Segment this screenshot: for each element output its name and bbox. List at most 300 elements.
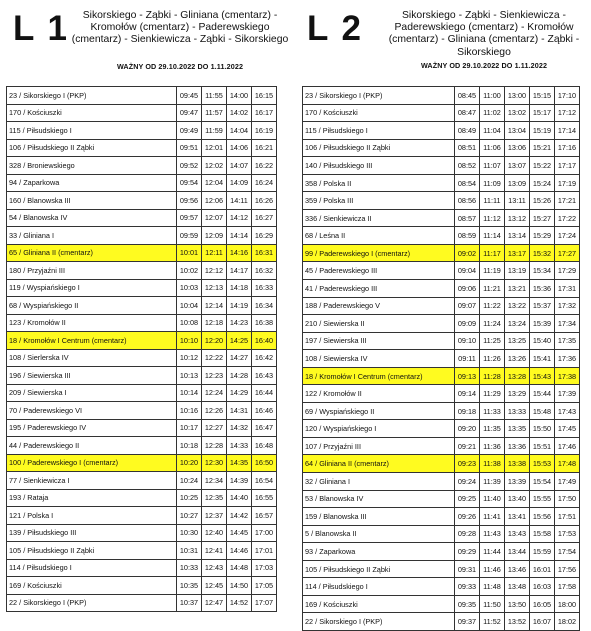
- departure-time-cell: 10:12: [177, 349, 202, 367]
- departure-time-cell: 09:07: [455, 297, 480, 315]
- departure-time-cell: 17:45: [555, 420, 580, 438]
- departure-time-cell: 13:35: [505, 420, 530, 438]
- departure-time-cell: 16:48: [252, 437, 277, 455]
- stop-name-cell: 18 / Kromołów I Centrum (cmentarz): [303, 367, 455, 385]
- departure-time-cell: 10:27: [177, 507, 202, 525]
- departure-time-cell: 16:57: [252, 507, 277, 525]
- stop-name-cell: 22 / Sikorskiego I (PKP): [7, 594, 177, 612]
- table-row: [303, 525, 580, 543]
- departure-time-cell: 11:00: [480, 87, 505, 105]
- departure-time-cell: 11:28: [480, 367, 505, 385]
- departure-time-cell: 10:01: [177, 244, 202, 262]
- table-row-highlighted: [303, 244, 580, 262]
- departure-time-cell: 13:24: [505, 315, 530, 333]
- departure-time-cell: 16:21: [252, 139, 277, 157]
- departure-time-cell: 10:33: [177, 559, 202, 577]
- departure-time-cell: 14:04: [227, 122, 252, 140]
- stop-name-cell: 123 / Kromołów II: [7, 314, 177, 332]
- schedule-table: [6, 86, 277, 612]
- departure-time-cell: 17:36: [555, 350, 580, 368]
- departure-time-cell: 13:29: [505, 385, 530, 403]
- stop-name-cell: 23 / Sikorskiego I (PKP): [303, 87, 455, 105]
- departure-time-cell: 09:51: [177, 139, 202, 157]
- table-row: [303, 543, 580, 561]
- departure-time-cell: 12:26: [202, 402, 227, 420]
- departure-time-cell: 09:13: [455, 367, 480, 385]
- departure-time-cell: 12:06: [202, 192, 227, 210]
- table-row: [303, 157, 580, 175]
- departure-time-cell: 17:14: [555, 122, 580, 140]
- departure-time-cell: 14:29: [227, 384, 252, 402]
- table-row: [303, 595, 580, 613]
- stop-name-cell: 45 / Paderewskiego III: [303, 262, 455, 280]
- stop-name-cell: 139 / Piłsudskiego III: [7, 524, 177, 542]
- departure-time-cell: 10:37: [177, 594, 202, 612]
- departure-time-cell: 13:00: [505, 87, 530, 105]
- departure-time-cell: 08:47: [455, 104, 480, 122]
- departure-time-cell: 11:46: [480, 560, 505, 578]
- departure-time-cell: 14:31: [227, 402, 252, 420]
- departure-time-cell: 17:10: [555, 87, 580, 105]
- table-row: [303, 613, 580, 631]
- stop-name-cell: 93 / Zaparkowa: [303, 543, 455, 561]
- departure-time-cell: 12:22: [202, 349, 227, 367]
- departure-time-cell: 13:22: [505, 297, 530, 315]
- table-row: [303, 122, 580, 140]
- departure-time-cell: 14:42: [227, 507, 252, 525]
- departure-time-cell: 14:46: [227, 542, 252, 560]
- departure-time-cell: 08:51: [455, 139, 480, 157]
- stop-name-cell: 209 / Siewierska I: [7, 384, 177, 402]
- departure-time-cell: 17:43: [555, 402, 580, 420]
- table-row: [7, 279, 277, 297]
- table-row-highlighted: [7, 332, 277, 350]
- table-row: [7, 594, 277, 612]
- departure-time-cell: 14:09: [227, 174, 252, 192]
- departure-time-cell: 11:07: [480, 157, 505, 175]
- timetable-l1: [0, 0, 295, 608]
- departure-time-cell: 11:39: [480, 473, 505, 491]
- departure-time-cell: 12:24: [202, 384, 227, 402]
- departure-time-cell: 16:29: [252, 227, 277, 245]
- departure-time-cell: 16:22: [252, 157, 277, 175]
- departure-time-cell: 14:28: [227, 367, 252, 385]
- departure-time-cell: 12:34: [202, 472, 227, 490]
- stop-name-cell: 33 / Gliniana I: [7, 227, 177, 245]
- table-row: [7, 104, 277, 122]
- departure-time-cell: 10:20: [177, 454, 202, 472]
- departure-time-cell: 14:17: [227, 262, 252, 280]
- departure-time-cell: 10:03: [177, 279, 202, 297]
- departure-time-cell: 13:09: [505, 174, 530, 192]
- table-row: [7, 472, 277, 490]
- departure-time-cell: 17:29: [555, 262, 580, 280]
- departure-time-cell: 15:27: [530, 209, 555, 227]
- departure-time-cell: 17:31: [555, 280, 580, 298]
- departure-time-cell: 14:32: [227, 419, 252, 437]
- departure-time-cell: 11:57: [202, 104, 227, 122]
- departure-time-cell: 16:27: [252, 209, 277, 227]
- departure-time-cell: 15:51: [530, 437, 555, 455]
- departure-time-cell: 17:56: [555, 560, 580, 578]
- departure-time-cell: 14:16: [227, 244, 252, 262]
- departure-time-cell: 12:35: [202, 489, 227, 507]
- departure-time-cell: 09:04: [455, 262, 480, 280]
- table-row: [303, 104, 580, 122]
- departure-time-cell: 17:49: [555, 473, 580, 491]
- departure-time-cell: 14:00: [227, 87, 252, 105]
- stop-name-cell: 23 / Sikorskiego I (PKP): [7, 87, 177, 105]
- table-row: [303, 437, 580, 455]
- departure-time-cell: 08:45: [455, 87, 480, 105]
- departure-time-cell: 17:03: [252, 559, 277, 577]
- departure-time-cell: 15:17: [530, 104, 555, 122]
- departure-time-cell: 10:24: [177, 472, 202, 490]
- table-row: [7, 559, 277, 577]
- stop-name-cell: 69 / Wyspiańskiego II: [303, 402, 455, 420]
- departure-time-cell: 10:08: [177, 314, 202, 332]
- departure-time-cell: 15:43: [530, 367, 555, 385]
- departure-time-cell: 18:02: [555, 613, 580, 631]
- table-row: [7, 122, 277, 140]
- departure-time-cell: 17:38: [555, 367, 580, 385]
- departure-time-cell: 15:59: [530, 543, 555, 561]
- stop-name-cell: 94 / Zaparkowa: [7, 174, 177, 192]
- stop-name-cell: 99 / Paderewskiego I (cmentarz): [303, 244, 455, 262]
- table-row: [7, 367, 277, 385]
- departure-time-cell: 13:26: [505, 350, 530, 368]
- departure-time-cell: 11:36: [480, 437, 505, 455]
- stop-name-cell: 170 / Kościuszki: [303, 104, 455, 122]
- departure-time-cell: 15:29: [530, 227, 555, 245]
- stop-name-cell: 70 / Paderewskiego VI: [7, 402, 177, 420]
- departure-time-cell: 13:48: [505, 578, 530, 596]
- schedule-table: [302, 86, 580, 631]
- departure-time-cell: 15:22: [530, 157, 555, 175]
- departure-time-cell: 12:07: [202, 209, 227, 227]
- departure-time-cell: 13:36: [505, 437, 530, 455]
- departure-time-cell: 09:54: [177, 174, 202, 192]
- departure-time-cell: 10:14: [177, 384, 202, 402]
- departure-time-cell: 17:21: [555, 192, 580, 210]
- departure-time-cell: 11:09: [480, 174, 505, 192]
- departure-time-cell: 17:17: [555, 157, 580, 175]
- departure-time-cell: 11:48: [480, 578, 505, 596]
- departure-time-cell: 17:24: [555, 227, 580, 245]
- departure-time-cell: 13:12: [505, 209, 530, 227]
- departure-time-cell: 17:32: [555, 297, 580, 315]
- departure-time-cell: 16:50: [252, 454, 277, 472]
- stop-name-cell: 170 / Kościuszki: [7, 104, 177, 122]
- table-row: [7, 314, 277, 332]
- stop-name-cell: 41 / Paderewskiego III: [303, 280, 455, 298]
- departure-time-cell: 15:44: [530, 385, 555, 403]
- departure-time-cell: 09:25: [455, 490, 480, 508]
- departure-time-cell: 08:54: [455, 174, 480, 192]
- departure-time-cell: 14:45: [227, 524, 252, 542]
- table-row: [303, 420, 580, 438]
- stop-name-cell: 53 / Blanowska IV: [303, 490, 455, 508]
- departure-time-cell: 15:39: [530, 315, 555, 333]
- stop-name-cell: 44 / Paderewskiego II: [7, 437, 177, 455]
- departure-time-cell: 15:41: [530, 350, 555, 368]
- departure-time-cell: 17:46: [555, 437, 580, 455]
- departure-time-cell: 09:21: [455, 437, 480, 455]
- departure-time-cell: 11:25: [480, 332, 505, 350]
- departure-time-cell: 13:04: [505, 122, 530, 140]
- departure-time-cell: 11:40: [480, 490, 505, 508]
- stop-name-cell: 106 / Piłsudskiego II Ząbki: [303, 139, 455, 157]
- departure-time-cell: 11:12: [480, 209, 505, 227]
- departure-time-cell: 13:07: [505, 157, 530, 175]
- stop-name-cell: 54 / Blanowska IV: [7, 209, 177, 227]
- departure-time-cell: 14:12: [227, 209, 252, 227]
- departure-time-cell: 15:54: [530, 473, 555, 491]
- departure-time-cell: 09:28: [455, 525, 480, 543]
- departure-time-cell: 12:09: [202, 227, 227, 245]
- departure-time-cell: 09:47: [177, 104, 202, 122]
- table-row: [7, 437, 277, 455]
- departure-time-cell: 11:50: [480, 595, 505, 613]
- departure-time-cell: 16:33: [252, 279, 277, 297]
- departure-time-cell: 15:50: [530, 420, 555, 438]
- departure-time-cell: 13:19: [505, 262, 530, 280]
- departure-time-cell: 12:41: [202, 542, 227, 560]
- departure-time-cell: 16:31: [252, 244, 277, 262]
- departure-time-cell: 17:22: [555, 209, 580, 227]
- departure-time-cell: 10:31: [177, 542, 202, 560]
- departure-time-cell: 14:23: [227, 314, 252, 332]
- route-description: Sikorskiego - Ząbki - Gliniana (cmentarz) - Kromołów (cmentarz) - Paderewskiego (cmentarz) - Sienkiewicza - Ząbki - Sikorskiego: [71, 10, 289, 46]
- stop-name-cell: 114 / Piłsudskiego I: [7, 559, 177, 577]
- departure-time-cell: 11:44: [480, 543, 505, 561]
- departure-time-cell: 12:02: [202, 157, 227, 175]
- table-row: [303, 192, 580, 210]
- table-row: [7, 419, 277, 437]
- table-row: [7, 174, 277, 192]
- departure-time-cell: 14:06: [227, 139, 252, 157]
- stop-name-cell: 122 / Kromołów II: [303, 385, 455, 403]
- departure-time-cell: 16:42: [252, 349, 277, 367]
- departure-time-cell: 13:17: [505, 244, 530, 262]
- departure-time-cell: 13:46: [505, 560, 530, 578]
- departure-time-cell: 12:11: [202, 244, 227, 262]
- departure-time-cell: 14:33: [227, 437, 252, 455]
- departure-time-cell: 12:13: [202, 279, 227, 297]
- departure-time-cell: 13:52: [505, 613, 530, 631]
- departure-time-cell: 09:52: [177, 157, 202, 175]
- departure-time-cell: 14:52: [227, 594, 252, 612]
- departure-time-cell: 09:14: [455, 385, 480, 403]
- stop-name-cell: 106 / Piłsudskiego II Ząbki: [7, 139, 177, 157]
- departure-time-cell: 14:35: [227, 454, 252, 472]
- timetable-header: [0, 0, 295, 84]
- departure-time-cell: 09:49: [177, 122, 202, 140]
- stop-name-cell: 328 / Broniewskiego: [7, 157, 177, 175]
- departure-time-cell: 13:02: [505, 104, 530, 122]
- stop-name-cell: 119 / Wyspiańskiego I: [7, 279, 177, 297]
- stop-name-cell: 105 / Piłsudskiego II Ząbki: [303, 560, 455, 578]
- validity-note: WAŻNY OD 29.10.2022 DO 1.11.2022: [116, 62, 244, 71]
- table-row: [303, 402, 580, 420]
- stop-name-cell: 195 / Paderewskiego IV: [7, 419, 177, 437]
- departure-time-cell: 09:45: [177, 87, 202, 105]
- stop-name-cell: 64 / Gliniana II (cmentarz): [303, 455, 455, 473]
- stop-name-cell: 169 / Kościuszki: [303, 595, 455, 613]
- departure-time-cell: 10:30: [177, 524, 202, 542]
- departure-time-cell: 12:20: [202, 332, 227, 350]
- departure-time-cell: 09:10: [455, 332, 480, 350]
- departure-time-cell: 16:17: [252, 104, 277, 122]
- table-row: [303, 578, 580, 596]
- departure-time-cell: 09:26: [455, 508, 480, 526]
- departure-time-cell: 15:19: [530, 122, 555, 140]
- departure-time-cell: 13:11: [505, 192, 530, 210]
- table-row: [303, 315, 580, 333]
- departure-time-cell: 10:17: [177, 419, 202, 437]
- departure-time-cell: 08:49: [455, 122, 480, 140]
- table-row: [303, 350, 580, 368]
- departure-time-cell: 09:37: [455, 613, 480, 631]
- table-row: [7, 489, 277, 507]
- departure-time-cell: 12:37: [202, 507, 227, 525]
- departure-time-cell: 13:25: [505, 332, 530, 350]
- departure-time-cell: 11:14: [480, 227, 505, 245]
- departure-time-cell: 08:52: [455, 157, 480, 175]
- departure-time-cell: 12:40: [202, 524, 227, 542]
- stop-name-cell: 196 / Siewierska III: [7, 367, 177, 385]
- departure-time-cell: 16:54: [252, 472, 277, 490]
- stop-name-cell: 120 / Wyspiańskiego I: [303, 420, 455, 438]
- departure-time-cell: 17:01: [252, 542, 277, 560]
- departure-time-cell: 13:44: [505, 543, 530, 561]
- table-row: [7, 139, 277, 157]
- departure-time-cell: 10:13: [177, 367, 202, 385]
- departure-time-cell: 09:35: [455, 595, 480, 613]
- departure-time-cell: 17:00: [252, 524, 277, 542]
- departure-time-cell: 09:33: [455, 578, 480, 596]
- stop-name-cell: 108 / Sierlerska IV: [7, 349, 177, 367]
- departure-time-cell: 12:23: [202, 367, 227, 385]
- table-row: [303, 87, 580, 105]
- departure-time-cell: 16:07: [530, 613, 555, 631]
- departure-time-cell: 17:27: [555, 244, 580, 262]
- departure-time-cell: 11:38: [480, 455, 505, 473]
- table-row-highlighted: [303, 367, 580, 385]
- stop-name-cell: 77 / Sienkiewicza I: [7, 472, 177, 490]
- stop-name-cell: 22 / Sikorskiego I (PKP): [303, 613, 455, 631]
- departure-time-cell: 16:32: [252, 262, 277, 280]
- table-row: [303, 227, 580, 245]
- departure-time-cell: 13:38: [505, 455, 530, 473]
- departure-time-cell: 13:41: [505, 508, 530, 526]
- departure-time-cell: 10:35: [177, 577, 202, 595]
- table-row: [7, 349, 277, 367]
- departure-time-cell: 10:02: [177, 262, 202, 280]
- departure-time-cell: 11:52: [480, 613, 505, 631]
- departure-time-cell: 14:02: [227, 104, 252, 122]
- departure-time-cell: 11:17: [480, 244, 505, 262]
- departure-time-cell: 17:05: [252, 577, 277, 595]
- stop-name-cell: 160 / Blanowska III: [7, 192, 177, 210]
- departure-time-cell: 11:26: [480, 350, 505, 368]
- line-code: L 2: [307, 9, 363, 48]
- departure-time-cell: 17:07: [252, 594, 277, 612]
- stop-name-cell: 358 / Polska II: [303, 174, 455, 192]
- stop-name-cell: 114 / Piłsudskiego I: [303, 578, 455, 596]
- departure-time-cell: 09:56: [177, 192, 202, 210]
- departure-time-cell: 08:56: [455, 192, 480, 210]
- stop-name-cell: 115 / Piłsudskiego I: [303, 122, 455, 140]
- table-row: [7, 542, 277, 560]
- departure-time-cell: 16:24: [252, 174, 277, 192]
- stop-name-cell: 169 / Kościuszki: [7, 577, 177, 595]
- departure-time-cell: 16:46: [252, 402, 277, 420]
- departure-time-cell: 15:48: [530, 402, 555, 420]
- stop-name-cell: 140 / Piłsudskiego III: [303, 157, 455, 175]
- validity-note: WAŻNY OD 29.10.2022 DO 1.11.2022: [420, 61, 548, 70]
- stop-name-cell: 188 / Paderewskiego V: [303, 297, 455, 315]
- departure-time-cell: 16:01: [530, 560, 555, 578]
- departure-time-cell: 11:29: [480, 385, 505, 403]
- departure-time-cell: 12:14: [202, 297, 227, 315]
- table-row: [7, 577, 277, 595]
- table-row: [303, 473, 580, 491]
- table-row: [7, 507, 277, 525]
- departure-time-cell: 11:41: [480, 508, 505, 526]
- departure-time-cell: 11:02: [480, 104, 505, 122]
- departure-time-cell: 15:34: [530, 262, 555, 280]
- departure-time-cell: 09:24: [455, 473, 480, 491]
- table-row: [303, 280, 580, 298]
- departure-time-cell: 12:45: [202, 577, 227, 595]
- departure-time-cell: 12:30: [202, 454, 227, 472]
- departure-time-cell: 14:39: [227, 472, 252, 490]
- departure-time-cell: 11:24: [480, 315, 505, 333]
- departure-time-cell: 17:58: [555, 578, 580, 596]
- stop-name-cell: 107 / Przyjaźni III: [303, 437, 455, 455]
- table-row: [7, 227, 277, 245]
- table-row-highlighted: [303, 455, 580, 473]
- departure-time-cell: 10:25: [177, 489, 202, 507]
- table-row: [303, 174, 580, 192]
- departure-time-cell: 12:28: [202, 437, 227, 455]
- departure-time-cell: 17:16: [555, 139, 580, 157]
- stop-name-cell: 336 / Sienkiewicza II: [303, 209, 455, 227]
- departure-time-cell: 16:03: [530, 578, 555, 596]
- stop-name-cell: 193 / Rataja: [7, 489, 177, 507]
- departure-time-cell: 11:19: [480, 262, 505, 280]
- departure-time-cell: 09:20: [455, 420, 480, 438]
- table-row: [7, 384, 277, 402]
- table-row: [7, 402, 277, 420]
- stop-name-cell: 180 / Przyjaźni III: [7, 262, 177, 280]
- stop-name-cell: 68 / Leśna II: [303, 227, 455, 245]
- table-row: [303, 490, 580, 508]
- departure-time-cell: 13:50: [505, 595, 530, 613]
- timetable-header: [298, 0, 591, 84]
- table-row: [7, 209, 277, 227]
- departure-time-cell: 13:14: [505, 227, 530, 245]
- stop-name-cell: 105 / Piłsudskiego II Ząbki: [7, 542, 177, 560]
- departure-time-cell: 13:43: [505, 525, 530, 543]
- table-row: [303, 332, 580, 350]
- table-row-highlighted: [7, 244, 277, 262]
- departure-time-cell: 11:55: [202, 87, 227, 105]
- departure-time-cell: 11:06: [480, 139, 505, 157]
- stop-name-cell: 115 / Piłsudskiego I: [7, 122, 177, 140]
- departure-time-cell: 16:26: [252, 192, 277, 210]
